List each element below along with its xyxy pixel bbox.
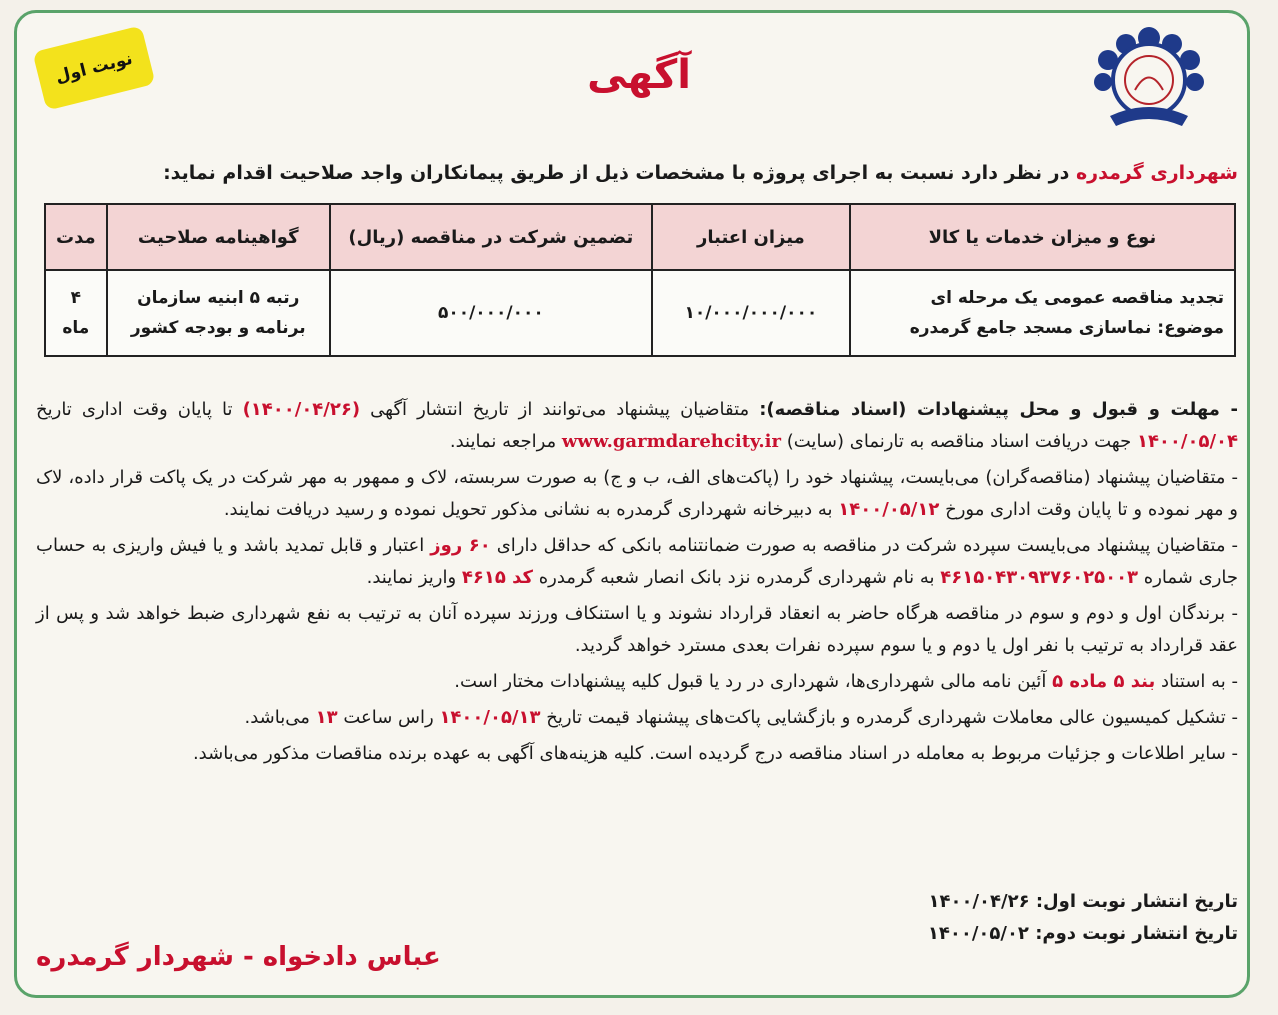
header-certificate: گواهینامه صلاحیت: [107, 204, 330, 270]
table-row: [45, 270, 1235, 356]
tender-spec-table: [44, 203, 1236, 357]
second-publication-date: تاریخ انتشار نوبت دوم: ۱۴۰۰/۰۵/۰۲: [927, 923, 1238, 944]
notice-body: [36, 394, 1238, 774]
regulation-text-b: آئین نامه مالی شهرداری‌ها، شهرداری در رد یا قبول کلیه پیشنهادات مختار است.: [454, 671, 1047, 692]
paragraph-winners: - برندگان اول و دوم و سوم در مناقصه هرگاه حاضر به انعقاد قرارداد نشوند و یا استنکاف ورزند سپرده آنان به ترتیب به نفع شهرداری ضبط خواهد شد و پس از عقد قرارداد به ترتیب با نفر اول یا دوم و یا سوم سپرده نفرات بعدی مسترد خواهد گردید.: [36, 603, 1238, 656]
service-line-2: موضوع: نماسازی مسجد جامع گرمدره: [909, 318, 1224, 338]
paragraph-regulation: [36, 666, 1238, 698]
service-line-1: تجدید مناقصه عمومی یک مرحله ای: [930, 288, 1224, 308]
submission-text-a: - متقاضیان پیشنهاد (مناقصه‌گران) می‌بایست، پیشنهاد خود را (پاکت‌های الف، ب و ج) به صورت سربسته، لاک و ممهور به مهر شرکت در یک پاکت قرار داده، لاک و مهر نموده و تا پایان وقت اداری مورخ: [36, 467, 1238, 520]
header-guarantee: تضمین شرکت در مناقصه (ریال): [330, 204, 652, 270]
deadline-text-d: مراجعه نمایند.: [449, 431, 557, 452]
submission-text-b: به دبیرخانه شهرداری گرمدره به نشانی مذکور تحویل نموده و رسید دریافت نمایند.: [223, 499, 833, 520]
submission-date: ۱۴۰۰/۰۵/۱۲: [838, 499, 940, 520]
paragraph-other-info: - سایر اطلاعات و جزئیات مربوط به معامله در اسناد مناقصه درج گردیده است. کلیه هزینه‌های آگهی به عهده برنده مناقصات مذکور می‌باشد.: [192, 743, 1238, 764]
deadline-text-a: متقاضیان پیشنهاد می‌توانند از تاریخ انتشار آگهی: [370, 399, 750, 420]
deadline-text-b: تا پایان وقت اداری تاریخ: [36, 399, 233, 420]
cell-credit: ۱۰/۰۰۰/۰۰۰/۰۰۰: [652, 270, 850, 356]
cell-certificate: [107, 270, 330, 356]
website-link[interactable]: www.garmdarehcity.ir: [561, 431, 781, 452]
notice-title: آگهی: [587, 52, 691, 98]
organization-name: شهرداری گرمدره: [1075, 162, 1238, 184]
header-duration: مدت: [45, 204, 107, 270]
cell-duration: ۴ ماه: [45, 270, 107, 356]
deadline-date-end: ۱۴۰۰/۰۵/۰۴: [1136, 431, 1238, 452]
paragraph-deposit: [36, 530, 1238, 594]
commission-hour: ۱۳: [315, 707, 338, 728]
header-credit: میزان اعتبار: [652, 204, 850, 270]
deposit-text-b: اعتبار و قابل تمدید باشد و یا فیش واریزی به حساب جاری شماره: [36, 535, 1238, 588]
commission-text-a: - تشکیل کمیسیون عالی معاملات شهرداری گرمدره و بازگشایی پاکت‌های پیشنهاد قیمت تاریخ: [546, 707, 1238, 728]
cell-guarantee: ۵۰۰/۰۰۰/۰۰۰: [330, 270, 652, 356]
regulation-text-a: - به استناد: [1160, 671, 1238, 692]
commission-text-c: می‌باشد.: [244, 707, 310, 728]
deposit-text-c: به نام شهرداری گرمدره نزد بانک انصار شعبه گرمدره: [538, 567, 935, 588]
regulation-clause: بند ۵ ماده ۵: [1052, 671, 1156, 692]
badge-text: نوبت اول: [53, 48, 135, 88]
deadline-date-start: (۱۴۰۰/۰۴/۲۶): [242, 399, 361, 420]
commission-date: ۱۴۰۰/۰۵/۱۳: [439, 707, 541, 728]
table-header-row: [45, 204, 1235, 270]
deadline-heading: - مهلت و قبول و محل پیشنهادات (اسناد مناقصه):: [759, 399, 1238, 420]
mayor-signature: عباس دادخواه - شهردار گرمدره: [36, 942, 441, 972]
certificate-line-1: رتبه ۵ ابنیه سازمان: [137, 288, 300, 308]
deposit-text-a: - متقاضیان پیشنهاد می‌بایست سپرده شرکت در مناقصه به صورت ضمانتنامه بانکی که حداقل دارای: [496, 535, 1238, 556]
deadline-text-c: جهت دریافت اسناد مناقصه به تارنمای (سایت): [786, 431, 1132, 452]
cell-service: [850, 270, 1235, 356]
paragraph-commission: [36, 702, 1238, 734]
deposit-text-d: واریز نمایند.: [366, 567, 457, 588]
header-service: نوع و میزان خدمات یا کالا: [850, 204, 1235, 270]
account-number: ۴۶۱۵۰۴۳۰۹۳۷۶۰۲۵۰۰۳: [940, 567, 1139, 588]
intro-body: در نظر دارد نسبت به اجرای پروژه با مشخصات ذیل از طریق پیمانکاران واجد صلاحیت اقدام نماید:: [163, 162, 1070, 184]
first-publication-date: تاریخ انتشار نوبت اول: ۱۴۰۰/۰۴/۲۶: [928, 891, 1238, 912]
commission-text-b: راس ساعت: [343, 707, 434, 728]
certificate-line-2: برنامه و بودجه کشور: [130, 318, 306, 338]
deposit-days: ۶۰ روز: [430, 535, 491, 556]
publication-dates: [928, 886, 1238, 950]
paragraph-submission: [36, 462, 1238, 526]
intro-text: [30, 158, 1238, 188]
branch-code: کد ۴۶۱۵: [461, 567, 533, 588]
paragraph-deadline: [36, 394, 1238, 458]
